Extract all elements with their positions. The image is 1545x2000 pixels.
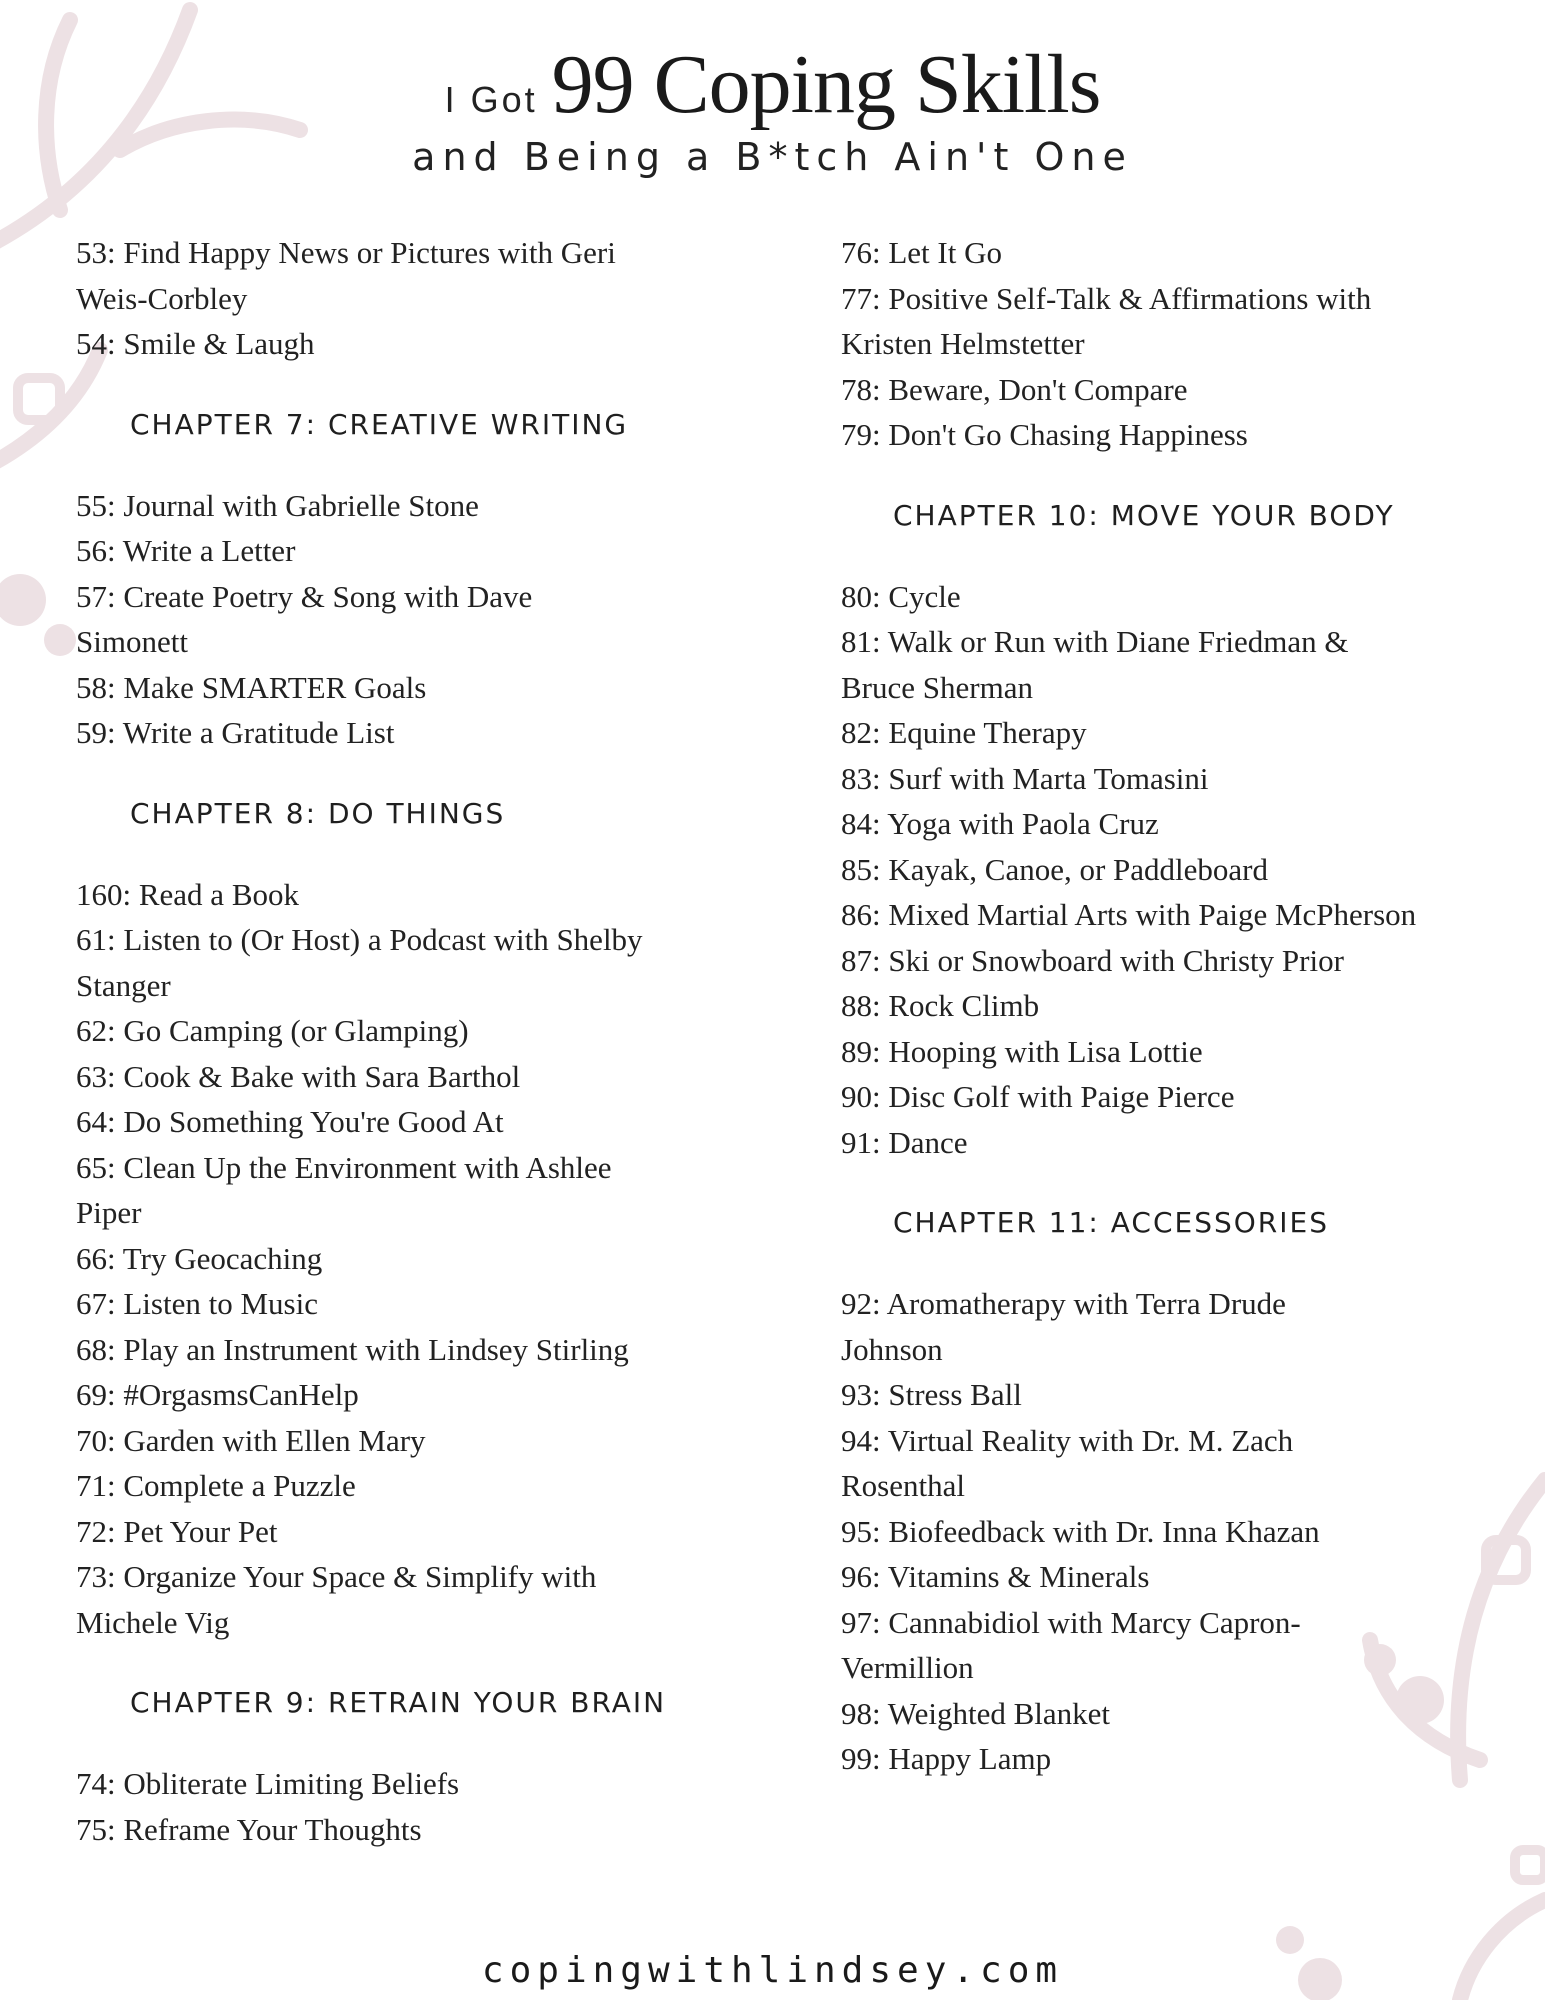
- skill-list-item: 68: Play an Instrument with Lindsey Stirling: [76, 1331, 629, 1367]
- skill-list-item: 85: Kayak, Canoe, or Paddleboard: [841, 851, 1268, 887]
- skill-list-item: 53: Find Happy News or Pictures with Geri: [76, 235, 616, 270]
- skill-list-item: Simonett: [76, 624, 188, 659]
- skill-list-item: 83: Surf with Marta Tomasini: [841, 760, 1209, 796]
- skill-list-item: 65: Clean Up the Environment with Ashlee: [76, 1149, 612, 1185]
- skill-list-item: 78: Beware, Don't Compare: [841, 371, 1188, 407]
- skill-list-item: 59: Write a Gratitude List: [76, 715, 395, 750]
- skill-list-item: 82: Equine Therapy: [841, 715, 1087, 750]
- skill-list-item: Rosenthal: [841, 1468, 965, 1503]
- footer-website-url[interactable]: copingwithlindsey.com: [481, 1950, 1064, 1991]
- skill-list-item: 89: Hooping with Lisa Lottie: [841, 1033, 1203, 1069]
- skill-list-item: Kristen Helmstetter: [841, 326, 1085, 361]
- skill-list-item: 57: Create Poetry & Song with Dave: [76, 578, 533, 614]
- subtitle: and Being a B*tch Ain't One: [412, 135, 1133, 179]
- chapter-heading: CHAPTER 8: DO THINGS: [130, 796, 506, 830]
- skill-list-item: Johnson: [841, 1331, 943, 1367]
- skill-list-item: 72: Pet Your Pet: [76, 1513, 278, 1549]
- left-column: [76, 230, 716, 1852]
- skill-list-item: 55: Journal with Gabrielle Stone: [76, 487, 479, 523]
- title-prefix: I Got: [444, 79, 538, 120]
- skill-list-item: 58: Make SMARTER Goals: [76, 669, 427, 705]
- skill-list-item: 90: Disc Golf with Paige Pierce: [841, 1079, 1235, 1114]
- skill-list-item: 70: Garden with Ellen Mary: [76, 1422, 426, 1458]
- skill-list-item: 76: Let It Go: [841, 235, 1002, 270]
- skill-list-item: 91: Dance: [841, 1124, 968, 1160]
- skill-list-item: 64: Do Something You're Good At: [76, 1104, 504, 1139]
- skill-list-item: 61: Listen to (Or Host) a Podcast with Shelby: [76, 922, 643, 957]
- skill-list-item: Stanger: [76, 967, 171, 1003]
- skill-list-item: 73: Organize Your Space & Simplify with: [76, 1559, 597, 1594]
- header: [0, 36, 1545, 179]
- skill-list-item: 62: Go Camping (or Glamping): [76, 1013, 469, 1048]
- skill-list-item: 67: Listen to Music: [76, 1286, 318, 1321]
- skill-list-item: 99: Happy Lamp: [841, 1741, 1052, 1776]
- skill-list-item: 71: Complete a Puzzle: [76, 1468, 356, 1503]
- skill-list-item: 80: Cycle: [841, 578, 961, 614]
- skill-list-item: 92: Aromatherapy with Terra Drude: [841, 1286, 1286, 1321]
- skill-list-item: 160: Read a Book: [76, 876, 299, 912]
- chapter-heading: CHAPTER 10: MOVE YOUR BODY: [893, 498, 1395, 532]
- skill-list-item: Bruce Sherman: [841, 669, 1033, 705]
- skill-list-item: 87: Ski or Snowboard with Christy Prior: [841, 942, 1344, 978]
- chapter-heading: CHAPTER 7: CREATIVE WRITING: [130, 407, 629, 441]
- skill-list-item: 95: Biofeedback with Dr. Inna Khazan: [841, 1513, 1320, 1549]
- skill-list-item: Piper: [76, 1195, 142, 1230]
- title-main: 99 Coping Skills: [551, 38, 1101, 131]
- skill-list-item: 94: Virtual Reality with Dr. M. Zach: [841, 1422, 1294, 1458]
- skill-list-item: 84: Yoga with Paola Cruz: [841, 806, 1159, 841]
- chapter-heading: CHAPTER 9: RETRAIN YOUR BRAIN: [130, 1686, 667, 1719]
- skill-list-item: 75: Reframe Your Thoughts: [76, 1811, 422, 1847]
- right-column: [841, 230, 1481, 1782]
- skill-list-item: 97: Cannabidiol with Marcy Capron-: [841, 1604, 1301, 1640]
- skill-list-item: 88: Rock Climb: [841, 988, 1040, 1023]
- skill-list-item: 98: Weighted Blanket: [841, 1695, 1110, 1731]
- title: [0, 36, 1545, 133]
- skill-list-item: 56: Write a Letter: [76, 533, 296, 568]
- skill-list-item: Weis-Corbley: [76, 280, 248, 316]
- skill-list-item: 74: Obliterate Limiting Beliefs: [76, 1766, 460, 1801]
- skill-list-item: 86: Mixed Martial Arts with Paige McPherson: [841, 897, 1417, 932]
- skill-list-item: 77: Positive Self-Talk & Affirmations with: [841, 280, 1372, 316]
- skill-list-item: Michele Vig: [76, 1604, 230, 1640]
- skill-list-item: 66: Try Geocaching: [76, 1240, 323, 1276]
- skill-list-item: 63: Cook & Bake with Sara Barthol: [76, 1058, 521, 1094]
- skill-list-item: 79: Don't Go Chasing Happiness: [841, 417, 1248, 452]
- chapter-heading: CHAPTER 11: ACCESSORIES: [893, 1206, 1329, 1239]
- skill-list-item: 81: Walk or Run with Diane Friedman &: [841, 624, 1349, 659]
- skill-list-item: 69: #OrgasmsCanHelp: [76, 1377, 359, 1412]
- skill-list-item: 93: Stress Ball: [841, 1377, 1022, 1412]
- skill-list-item: 96: Vitamins & Minerals: [841, 1559, 1150, 1594]
- skill-list-item: 54: Smile & Laugh: [76, 326, 315, 361]
- skill-list-item: Vermillion: [841, 1650, 974, 1685]
